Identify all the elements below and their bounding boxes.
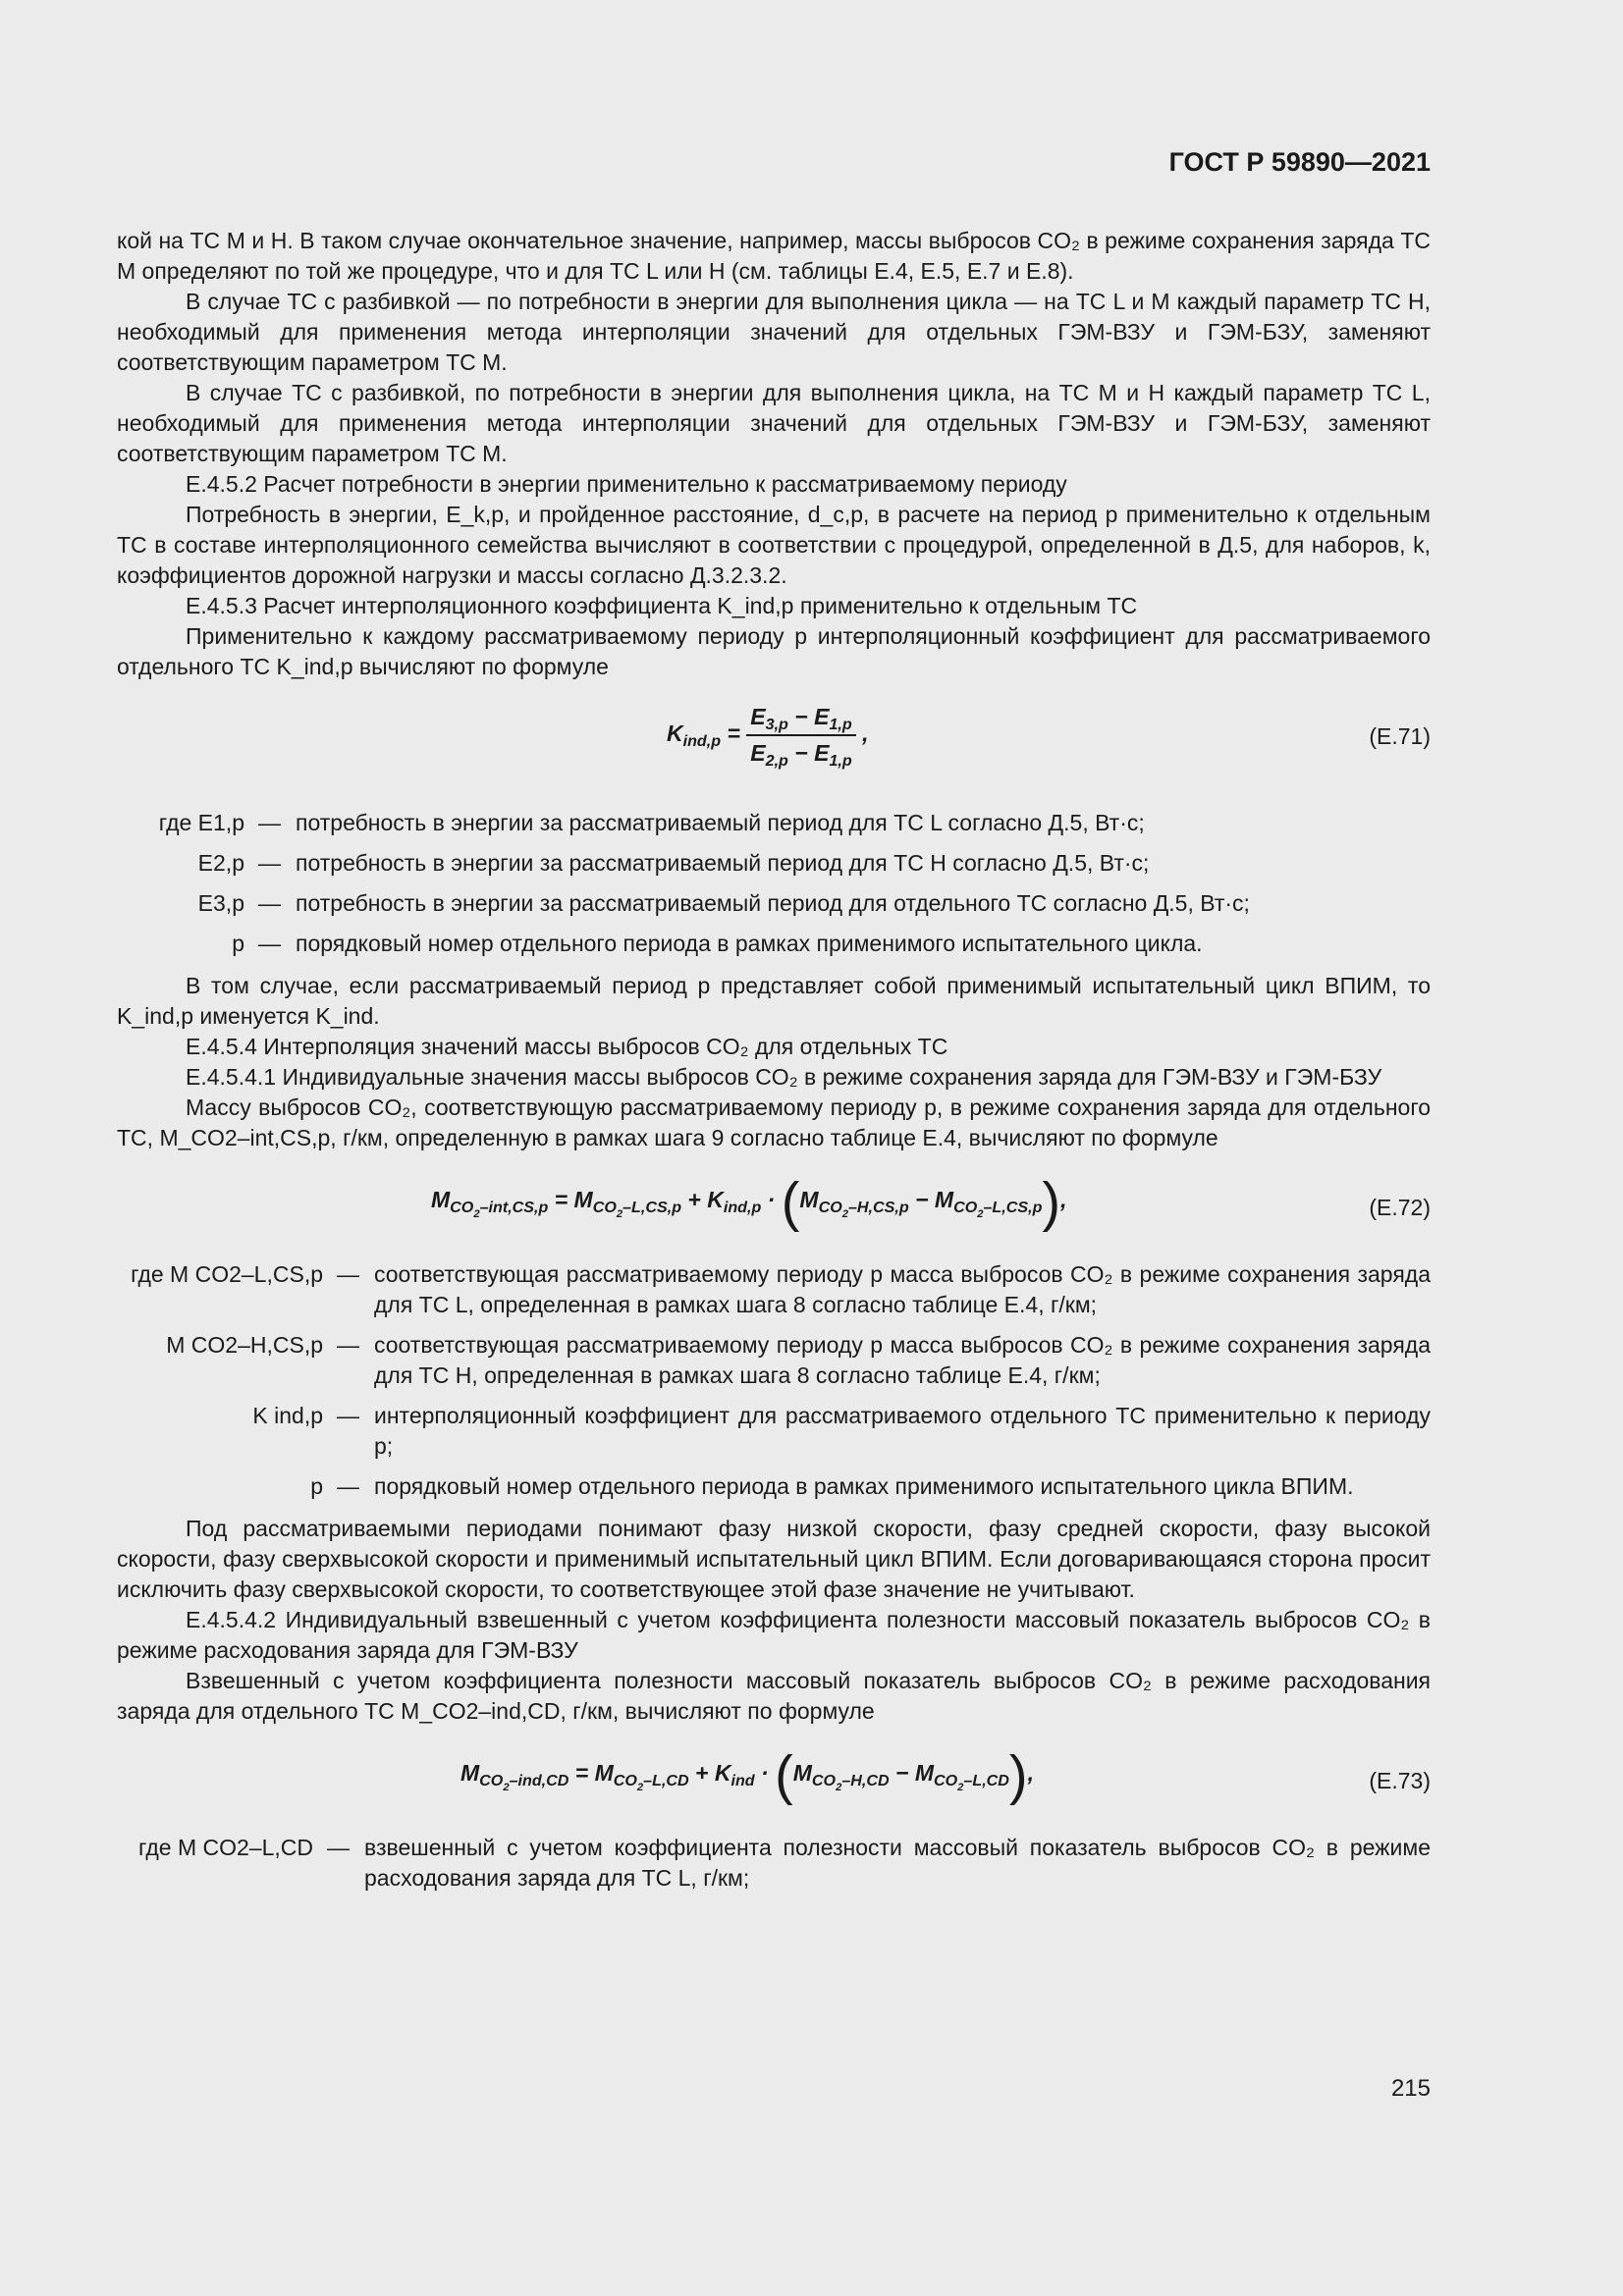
section-heading: E.4.5.3 Расчет интерполяционного коэффициента K_ind,p применительно к отдельным ТС bbox=[186, 593, 1138, 618]
definition-symbol: где E1,p bbox=[158, 810, 244, 835]
equation-number: (E.72) bbox=[1369, 1195, 1431, 1220]
definition-text: потребность в энергии за рассматриваемый период для ТС H согласно Д.5, Вт·с; bbox=[296, 850, 1150, 876]
page-number: 215 bbox=[1390, 2075, 1431, 2102]
formula-e73-expression: $M_{CO_2-ind,CD} = M_{CO_2-L,CD} + K_{ind} \cdot (M_{CO_2-H,CD} - M_{CO_2-L,CD})$, bbox=[460, 1743, 1034, 1806]
definition-text: соответствующая рассматриваемому периоду p масса выбросов CO₂ в режиме сохранения заряда для ТС L, определенная в рамках шага 8 согласно таблице E.4, г/км; bbox=[374, 1261, 1431, 1317]
paragraph: В случае ТС с разбивкой — по потребности в энергии для выполнения цикла — на ТС L и M каждый параметр ТС H, необходимый для применения метода интерполяции значений для отдельных ГЭМ-ВЗУ и ГЭМ-БЗУ, заменяют соответствующим параметром ТС M. bbox=[117, 289, 1431, 375]
formula-e72 bbox=[117, 1153, 1431, 1252]
section-heading: E.4.5.2 Расчет потребности в энергии применительно к рассматриваемому периоду bbox=[186, 471, 1067, 497]
definition-list-e71: где E1,p — потребность в энергии за рассматриваемый период для ТС L согласно Д.5, Вт·с; E2,p — потребность в энергии за рассматриваемый период для ТС H согласно Д.5, Вт·с; E3,p — потребность в энергии за рассматриваемый период для отдельного ТС согласно Д.5, Вт·с; p — порядковый номер отдельного периода в рамках применимого испытательного цикла. bbox=[117, 808, 1431, 959]
definition-symbol: где M CO2–L,CS,p bbox=[131, 1261, 323, 1287]
definition-list-e73: где M CO2–L,CD — взвешенный с учетом коэффициента полезности массовый показатель выбросов CO₂ в режиме расходования заряда для ТС L, г/км; bbox=[117, 1833, 1431, 1894]
definition-text: соответствующая рассматриваемому периоду p масса выбросов CO₂ в режиме сохранения заряда для ТС H, определенная в рамках шага 8 согласно таблице E.4, г/км; bbox=[374, 1332, 1431, 1388]
paragraph: В том случае, если рассматриваемый период p представляет собой применимый испытательный цикл ВПИМ, то K_ind,p именуется K_ind. bbox=[117, 973, 1431, 1029]
definition-symbol: где M CO2–L,CD bbox=[138, 1835, 313, 1860]
formula-e71-expression: $K_{ind,p}$ = $\frac{E_{3,p} - E_{1,p}}{E_{2,p} - E_{1,p}}$ , bbox=[667, 704, 869, 770]
definition-text: потребность в энергии за рассматриваемый период для отдельного ТС согласно Д.5, Вт·с; bbox=[296, 890, 1250, 916]
section-heading: E.4.5.4.1 Индивидуальные значения массы выбросов CO₂ в режиме сохранения заряда для ГЭМ-ВЗУ и ГЭМ-БЗУ bbox=[186, 1064, 1382, 1090]
document-body bbox=[117, 226, 1431, 1905]
section-heading: E.4.5.4 Интерполяция значений массы выбросов CO₂ для отдельных ТС bbox=[186, 1034, 948, 1059]
definition-symbol: E3,p bbox=[197, 890, 244, 916]
definition-symbol: p bbox=[310, 1473, 323, 1499]
formula-e72-expression: $M_{CO_2-int,CS,p} = M_{CO_2-L,CS,p} + K_{ind,p} \cdot (M_{CO_2-H,CS,p} - M_{CO_2-L,CS,p})$, bbox=[431, 1170, 1067, 1233]
paragraph: Взвешенный с учетом коэффициента полезности массовый показатель выбросов CO₂ в режиме расходования заряда для отдельного ТС M_CO2–ind,CD, г/км, вычисляют по формуле bbox=[117, 1668, 1431, 1724]
equation-number: (E.73) bbox=[1369, 1768, 1431, 1793]
definition-text: взвешенный с учетом коэффициента полезности массовый показатель выбросов CO₂ в режиме расходования заряда для ТС L, г/км; bbox=[364, 1835, 1431, 1891]
definition-text: потребность в энергии за рассматриваемый период для ТС L согласно Д.5, Вт·с; bbox=[296, 810, 1145, 835]
definition-text: порядковый номер отдельного периода в рамках применимого испытательного цикла ВПИМ. bbox=[374, 1473, 1354, 1499]
definition-symbol: p bbox=[232, 931, 244, 956]
formula-e73 bbox=[117, 1727, 1431, 1825]
page-header: ГОСТ Р 59890—2021 bbox=[1168, 147, 1431, 177]
paragraph: Потребность в энергии, E_k,p, и пройденное расстояние, d_c,p, в расчете на период p применительно к отдельным ТС в составе интерполяционного семейства вычисляют в соответствии с процедурой, определенной в Д.5, для наборов, k, коэффициентов дорожной нагрузки и массы согласно Д.3.2.3.2. bbox=[117, 502, 1431, 588]
definition-symbol: E2,p bbox=[197, 850, 244, 876]
definition-list-e72: где M CO2–L,CS,p — соответствующая рассматриваемому периоду p масса выбросов CO₂ в режиме сохранения заряда для ТС L, определенная в рамках шага 8 согласно таблице E.4, г/км; M CO2–H,CS,p — соответствующая рассматриваемому периоду p масса выбросов CO₂ в режиме сохранения заряда для ТС H, определенная в рамках шага 8 согласно таблице E.4, г/км; K ind,p — интерполяционный коэффициент для рассматриваемого отдельного ТС применительно к периоду p; p — порядковый номер отдельного периода в рамках применимого испытательного цикла ВПИМ. bbox=[117, 1259, 1431, 1502]
definition-text: порядковый номер отдельного периода в рамках применимого испытательного цикла. bbox=[296, 931, 1203, 956]
definition-symbol: K ind,p bbox=[252, 1403, 323, 1428]
section-heading: E.4.5.4.2 Индивидуальный взвешенный с учетом коэффициента полезности массовый показатель выбросов CO₂ в режиме расходования заряда для ГЭМ-ВЗУ bbox=[117, 1607, 1431, 1663]
definition-text: интерполяционный коэффициент для рассматриваемого отдельного ТС применительно к периоду p; bbox=[374, 1403, 1431, 1459]
formula-e71 bbox=[117, 682, 1431, 800]
definition-symbol: M CO2–H,CS,p bbox=[166, 1332, 323, 1358]
paragraph: кой на ТС M и H. В таком случае окончательное значение, например, массы выбросов CO₂ в режиме сохранения заряда ТС M определяют по той же процедуре, что и для ТС L или H (см. таблицы E.4, E.5, E.7 и E.8). bbox=[117, 228, 1431, 284]
paragraph: Применительно к каждому рассматриваемому периоду p интерполяционный коэффициент для рассматриваемого отдельного ТС K_ind,p вычисляют по формуле bbox=[117, 623, 1431, 679]
paragraph: В случае ТС с разбивкой, по потребности в энергии для выполнения цикла, на ТС M и H каждый параметр ТС L, необходимый для применения метода интерполяции значений для отдельных ГЭМ-ВЗУ и ГЭМ-БЗУ, заменяют соответствующим параметром ТС M. bbox=[117, 380, 1431, 466]
equation-number: (E.71) bbox=[1369, 723, 1431, 749]
paragraph: Массу выбросов CO₂, соответствующую рассматриваемому периоду p, в режиме сохранения заряда для отдельного ТС, M_CO2–int,CS,p, г/км, определенную в рамках шага 9 согласно таблице E.4, вычисляют по формуле bbox=[117, 1095, 1431, 1150]
paragraph: Под рассматриваемыми периодами понимают фазу низкой скорости, фазу средней скорости, фазу высокой скорости, фазу сверхвысокой скорости и применимый испытательный цикл ВПИМ. Если договаривающаяся сторона просит исключить фазу сверхвысокой скорости, то соответствующее этой фазе значение не учитывают. bbox=[117, 1516, 1431, 1602]
